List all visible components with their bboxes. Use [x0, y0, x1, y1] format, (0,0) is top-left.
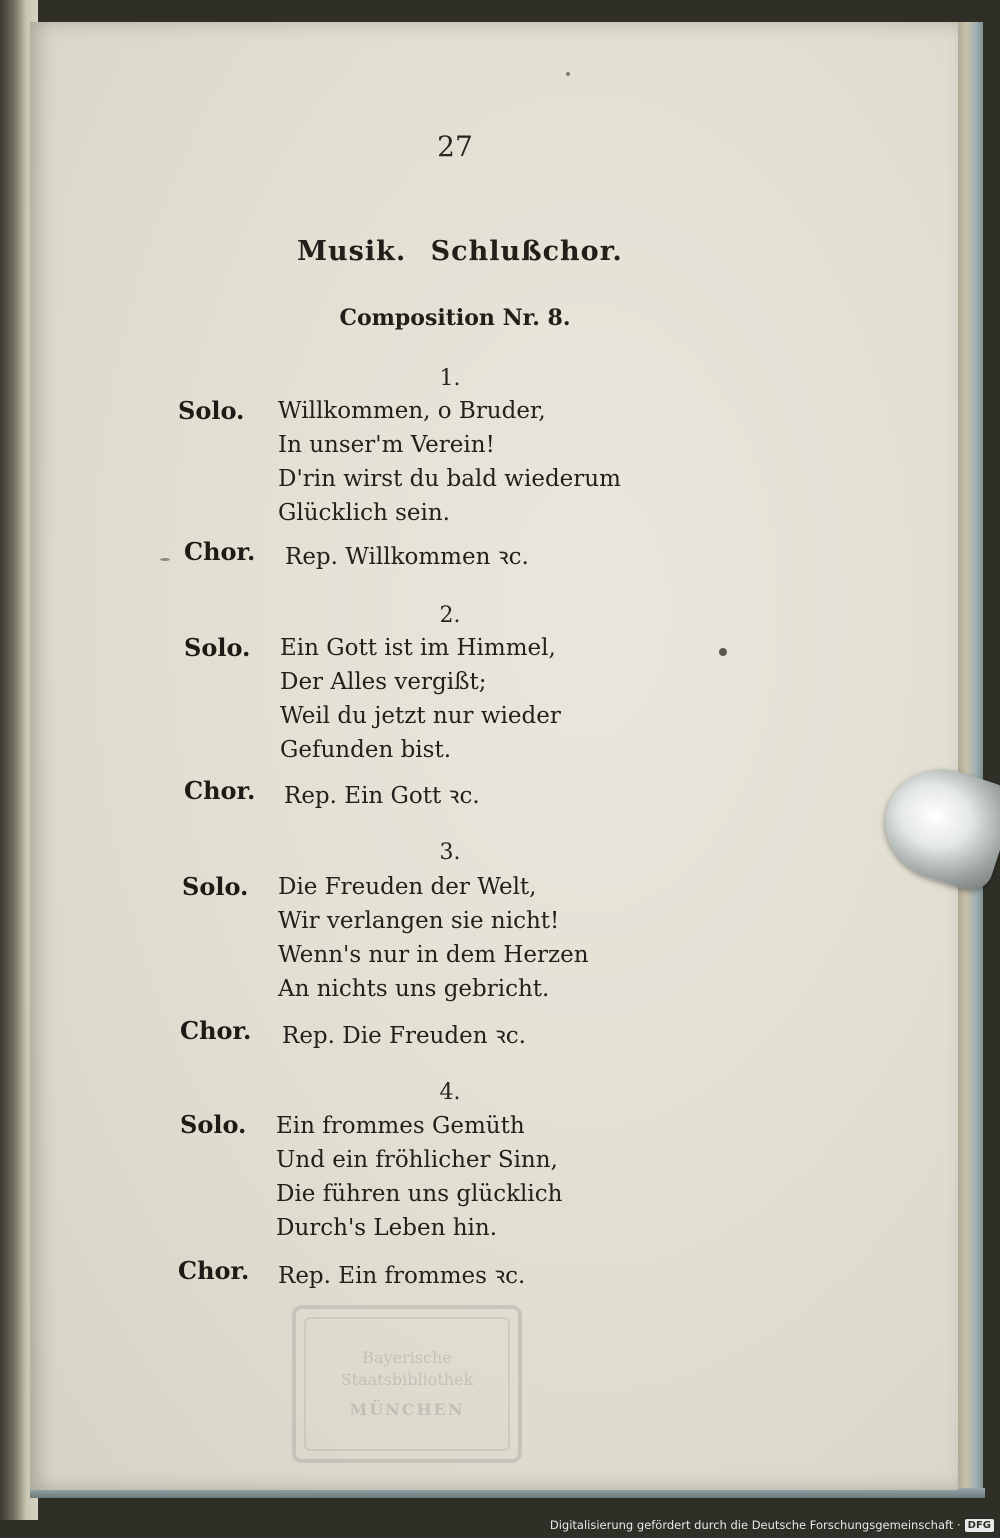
verse-line: Und ein fröhlicher Sinn, [276, 1147, 558, 1173]
footer-text: Digitalisierung gefördert durch die Deutsche Forschungsgemeinschaft · [549, 1518, 961, 1532]
composition-label: Composition Nr. 8. [339, 305, 571, 331]
verse-number: 1. [439, 366, 461, 391]
verse-line: Ein frommes Gemüth [276, 1113, 525, 1139]
verse-line: An nichts uns gebricht. [278, 976, 550, 1002]
solo-label: Solo. [180, 1110, 247, 1139]
chor-label: Chor. [178, 1256, 250, 1285]
verse-line: Durch's Leben hin. [276, 1215, 498, 1241]
digitization-footer [550, 1514, 994, 1536]
dfg-logo: DFG [965, 1519, 994, 1532]
page-number: 27 [437, 130, 473, 163]
stamp-line: Staatsbibliothek [340, 1370, 474, 1389]
verse-line: Die Freuden der Welt, [278, 874, 537, 900]
verse-line: Willkommen, o Bruder, [278, 398, 546, 424]
stamp-line: MÜNCHEN [349, 1400, 465, 1419]
verse-line: In unser'm Verein! [278, 432, 495, 458]
chor-repeat: Rep. Ein Gott ꝛc. [284, 783, 480, 809]
paper-speck [566, 72, 570, 76]
verse-number: 2. [439, 603, 461, 628]
chor-repeat: Rep. Willkommen ꝛc. [285, 544, 529, 570]
chor-label: Chor. [180, 1016, 252, 1045]
verse-line: Wir verlangen sie nicht! [278, 908, 560, 934]
paper-speck [160, 558, 170, 561]
verse-line: Gefunden bist. [280, 737, 452, 763]
section-title: Musik. Schlußchor. [297, 236, 623, 267]
verse-number: 3. [439, 840, 461, 865]
verse-number: 4. [439, 1080, 461, 1105]
page-edge [955, 22, 983, 1497]
verse-line: Ein Gott ist im Himmel, [280, 635, 556, 661]
solo-label: Solo. [184, 633, 251, 662]
chor-label: Chor. [184, 537, 256, 566]
chor-label: Chor. [184, 776, 256, 805]
verse-line: Wenn's nur in dem Herzen [278, 942, 589, 968]
chor-repeat: Rep. Ein frommes ꝛc. [278, 1263, 526, 1289]
stamp-line: Bayerische [362, 1348, 452, 1367]
library-stamp [292, 1305, 522, 1463]
paper-speck [719, 648, 727, 656]
solo-label: Solo. [178, 396, 245, 425]
verse-line: D'rin wirst du bald wiederum [278, 466, 621, 492]
verse-line: Glücklich sein. [278, 500, 450, 526]
chor-repeat: Rep. Die Freuden ꝛc. [282, 1023, 526, 1049]
verse-line: Der Alles vergißt; [280, 669, 487, 695]
solo-label: Solo. [182, 872, 249, 901]
verse-line: Weil du jetzt nur wieder [280, 703, 561, 729]
verse-line: Die führen uns glücklich [276, 1181, 563, 1207]
